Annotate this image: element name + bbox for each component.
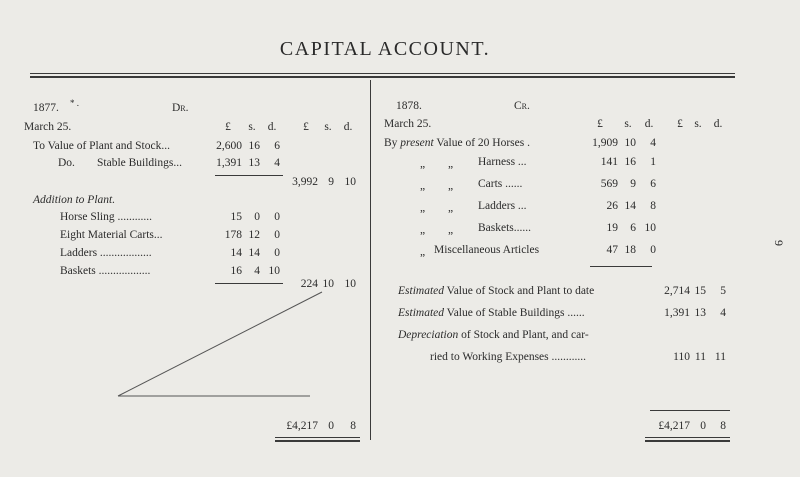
depreciation-pence: 11 bbox=[714, 351, 726, 363]
credit-item-pence: 8 bbox=[650, 200, 656, 212]
top-rule bbox=[30, 73, 735, 74]
ditto-mark: „ bbox=[420, 224, 426, 236]
credit-total-shillings: 0 bbox=[700, 420, 706, 432]
additions-rule bbox=[215, 283, 283, 284]
depreciation-word: Depreciation bbox=[398, 329, 459, 341]
ditto-mark: „ bbox=[420, 246, 426, 258]
estimated-word: Estimated bbox=[398, 285, 444, 297]
addition-shillings: 14 bbox=[248, 247, 260, 259]
estimated-stock-text: Value of Stock and Plant to date bbox=[446, 285, 595, 297]
ditto-mark: „ bbox=[448, 180, 454, 192]
addition-shillings: 12 bbox=[248, 229, 260, 241]
debit-total-pounds: £4,217 bbox=[286, 420, 318, 432]
credit-item-shillings: 16 bbox=[624, 156, 636, 168]
value-of-text: Value of 20 Horses . bbox=[436, 137, 530, 149]
addition-label: Baskets bbox=[60, 265, 96, 277]
estimated-buildings-text: Value of Stable Buildings ...... bbox=[446, 307, 585, 319]
depreciation-text: of Stock and Plant, and car- bbox=[461, 329, 589, 341]
credit-item-pounds: 19 bbox=[606, 222, 618, 234]
addition-item bbox=[60, 228, 163, 242]
depreciation-label-2: ried to Working Expenses ............ bbox=[430, 351, 587, 363]
credit-item-pounds: 141 bbox=[600, 156, 618, 168]
credit-item-label: Baskets...... bbox=[478, 222, 532, 234]
ditto-mark: „ bbox=[448, 202, 454, 214]
debit-row-pounds: 1,391 bbox=[216, 157, 242, 169]
credit-misc-label: Miscellaneous Articles bbox=[434, 244, 540, 256]
credit-item-label: Carts ...... bbox=[478, 178, 523, 190]
estimated-buildings-pounds: 1,391 bbox=[664, 307, 690, 319]
debit-heading: Dr. bbox=[172, 102, 189, 114]
ditto-mark: „ bbox=[420, 180, 426, 192]
debit-col-pence-2: d. bbox=[343, 121, 353, 133]
debit-row-label: To Value of Plant and Stock... bbox=[33, 140, 170, 152]
credit-heading: Cr. bbox=[514, 100, 530, 112]
addition-pence: 10 bbox=[268, 265, 280, 277]
estimated-buildings-label bbox=[398, 306, 585, 320]
estimated-stock-label bbox=[398, 284, 594, 298]
debit-col-shillings-2: s. bbox=[324, 121, 332, 133]
credit-item-pounds: 26 bbox=[606, 200, 618, 212]
credit-item-shillings: 14 bbox=[624, 200, 636, 212]
addition-item bbox=[60, 210, 152, 224]
addition-pence: 0 bbox=[274, 247, 280, 259]
debit-row-pounds: 2,600 bbox=[216, 140, 242, 152]
addition-heading: Addition to Plant. bbox=[33, 194, 116, 206]
debit-col-shillings: s. bbox=[248, 121, 256, 133]
center-divider bbox=[370, 80, 371, 440]
credit-item-pence: 6 bbox=[650, 178, 656, 190]
credit-horses-pence: 4 bbox=[650, 137, 656, 149]
debit-total-shillings: 0 bbox=[328, 420, 334, 432]
debit-date: March 25. bbox=[24, 121, 72, 133]
addition-pounds: 15 bbox=[230, 211, 242, 223]
credit-col-pence: d. bbox=[644, 118, 654, 130]
dot-leader: ............ bbox=[117, 211, 152, 223]
debit-row-pence: 6 bbox=[274, 140, 280, 152]
credit-item-label: Harness ... bbox=[478, 156, 527, 168]
estimated-stock-shillings: 15 bbox=[694, 285, 706, 297]
ditto-mark: „ bbox=[420, 202, 426, 214]
debit-total-pence: 8 bbox=[350, 420, 356, 432]
debit-subtotal2-pence: 10 bbox=[344, 278, 356, 290]
credit-item-label: Ladders ... bbox=[478, 200, 527, 212]
depreciation-pounds: 110 bbox=[673, 351, 690, 363]
credit-col-pence-2: d. bbox=[713, 118, 723, 130]
credit-total-pounds: £4,217 bbox=[658, 420, 690, 432]
debit-subtotal2-pounds: 224 bbox=[300, 278, 318, 290]
depreciation-shillings: 11 bbox=[694, 351, 706, 363]
credit-misc-pence: 0 bbox=[650, 244, 656, 256]
addition-pounds: 16 bbox=[230, 265, 242, 277]
credit-col-pounds: £ bbox=[597, 118, 603, 130]
credit-item-pence: 10 bbox=[644, 222, 656, 234]
estimated-buildings-shillings: 13 bbox=[694, 307, 706, 319]
top-rule-thick bbox=[30, 76, 735, 78]
ditto-mark: „ bbox=[448, 224, 454, 236]
addition-pence: 0 bbox=[274, 211, 280, 223]
debit-total-rule bbox=[275, 437, 360, 438]
addition-pence: 0 bbox=[274, 229, 280, 241]
diagonal-filler-stroke bbox=[110, 290, 325, 412]
addition-shillings: 0 bbox=[254, 211, 260, 223]
estimated-word: Estimated bbox=[398, 307, 444, 319]
credit-total-rule bbox=[645, 437, 730, 438]
debit-subtotal1-pounds: 3,992 bbox=[292, 176, 318, 188]
debit-subtotal-rule bbox=[215, 175, 283, 176]
mark: * . bbox=[70, 98, 79, 108]
debit-col-pounds-2: £ bbox=[303, 121, 309, 133]
credit-total-top-rule bbox=[650, 410, 730, 411]
estimated-buildings-pence: 4 bbox=[720, 307, 726, 319]
addition-shillings: 4 bbox=[254, 265, 260, 277]
credit-horses-shillings: 10 bbox=[624, 137, 636, 149]
debit-col-pounds: £ bbox=[225, 121, 231, 133]
credit-total-pence: 8 bbox=[720, 420, 726, 432]
credit-misc-shillings: 18 bbox=[624, 244, 636, 256]
credit-item-shillings: 9 bbox=[630, 178, 636, 190]
credit-col-shillings-2: s. bbox=[694, 118, 702, 130]
debit-col-pence: d. bbox=[267, 121, 277, 133]
debit-row-shillings: 16 bbox=[248, 140, 260, 152]
ditto-mark: „ bbox=[448, 158, 454, 170]
dot-leader: .................. bbox=[99, 247, 152, 259]
present-word: present bbox=[400, 137, 434, 149]
estimated-stock-pounds: 2,714 bbox=[664, 285, 690, 297]
credit-item-shillings: 6 bbox=[630, 222, 636, 234]
addition-item bbox=[60, 264, 150, 278]
addition-label: Ladders bbox=[60, 247, 98, 259]
credit-year: 1878. bbox=[396, 100, 422, 112]
depreciation-label bbox=[398, 328, 589, 342]
debit-row-pence: 4 bbox=[274, 157, 280, 169]
credit-item-pounds: 569 bbox=[600, 178, 618, 190]
credit-col-shillings: s. bbox=[624, 118, 632, 130]
estimated-stock-pence: 5 bbox=[720, 285, 726, 297]
addition-item bbox=[60, 246, 152, 260]
debit-subtotal1-pence: 10 bbox=[344, 176, 356, 188]
debit-total-rule-thick bbox=[275, 440, 360, 442]
debit-row-label: Do. bbox=[58, 157, 75, 169]
debit-row-label-2: Stable Buildings... bbox=[97, 157, 182, 169]
credit-horses-pounds: 1,909 bbox=[592, 137, 618, 149]
credit-misc-pounds: 47 bbox=[606, 244, 618, 256]
credit-total-rule-thick bbox=[645, 440, 730, 442]
debit-row-shillings: 13 bbox=[248, 157, 260, 169]
by-prefix: By bbox=[384, 137, 398, 149]
debit-year: 1877. bbox=[33, 102, 59, 114]
page-number: 9 bbox=[772, 240, 786, 246]
dot-leader: .................. bbox=[98, 265, 151, 277]
credit-items-rule bbox=[590, 266, 652, 267]
ditto-mark: „ bbox=[420, 158, 426, 170]
debit-subtotal1-shillings: 9 bbox=[328, 176, 334, 188]
addition-label: Horse Sling bbox=[60, 211, 115, 223]
credit-col-pounds-2: £ bbox=[677, 118, 683, 130]
credit-item-pence: 1 bbox=[650, 156, 656, 168]
addition-pounds: 178 bbox=[224, 229, 242, 241]
debit-subtotal2-shillings: 10 bbox=[322, 278, 334, 290]
addition-pounds: 14 bbox=[230, 247, 242, 259]
credit-date: March 25. bbox=[384, 118, 432, 130]
credit-horses-label bbox=[384, 136, 530, 150]
addition-label: Eight Material Carts... bbox=[60, 229, 163, 241]
page-title: CAPITAL ACCOUNT. bbox=[279, 38, 491, 60]
